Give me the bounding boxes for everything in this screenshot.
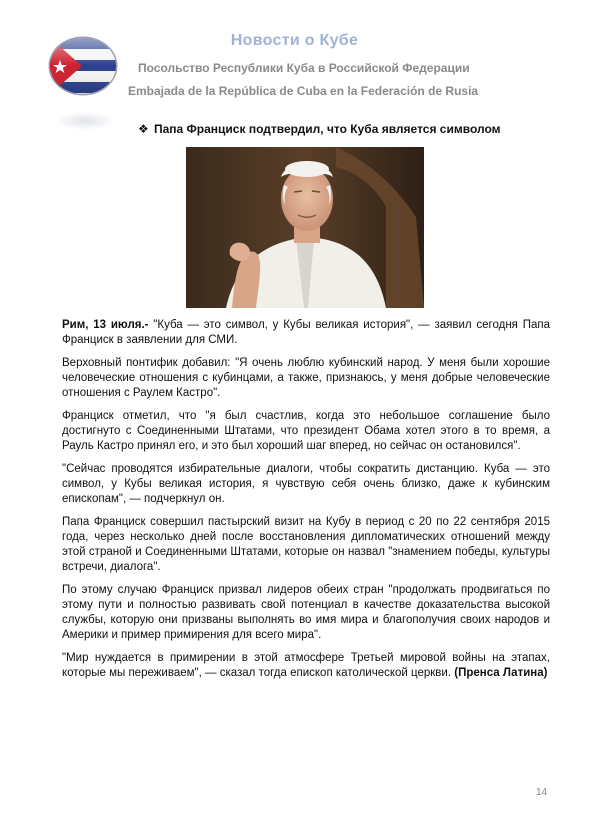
article-paragraph xyxy=(62,651,550,681)
logo-reflection xyxy=(55,112,115,130)
article-body xyxy=(62,318,550,689)
embassy-name-es: Embajada de la República de Cuba en la Federación de Rusia xyxy=(128,84,479,98)
page-number: 14 xyxy=(536,787,548,798)
headline-text: Папа Франциск подтвердил, что Куба является символом xyxy=(154,122,501,136)
article-paragraph: По этому случаю Франциск призвал лидеров обеих стран "продолжать продвигаться по этому пути и полностью развивать свой потенциал в качестве доказательства высокой службы, которую они призваны выполнять во имя мира и благополучия своих народов и Америки и пример примирения для всего мира". xyxy=(62,584,550,641)
news-source: (Пренса Латина) xyxy=(454,667,548,679)
article-headline xyxy=(138,122,501,136)
article-paragraph: Верховный понтифик добавил: "Я очень люблю кубинский народ. У меня были хорошие человеческие отношения с кубинцами, а также, признаюсь, у меня добрые человеческие отношения с Раулем Кастро". xyxy=(62,357,550,399)
pope-francis-photo xyxy=(186,147,424,308)
diamond-bullet-icon: ❖ xyxy=(138,122,149,136)
article-paragraph: "Сейчас проводятся избирательные диалоги, чтобы сократить дистанцию. Куба — это символ, у Кубы великая история, я чувствую себя очень близко, даже к кубинским епископам", — подчеркнул он. xyxy=(62,463,550,505)
article-paragraph xyxy=(62,318,550,348)
embassy-name-ru: Посольство Республики Куба в Российской Федерации xyxy=(138,61,470,75)
article-paragraph: Папа Франциск совершил пастырский визит на Кубу в период с 20 по 22 сентября 2015 года, через несколько дней после восстановления дипломатических отношений между этой страной и Соединенными Штатами, которые он назвал "знамением победы, культуры встречи, диалога". xyxy=(62,516,550,573)
paragraph-text: "Куба — это символ, у Кубы великая история", — заявил сегодня Папа Франциск в заявлении для СМИ. xyxy=(62,319,550,346)
dateline: Рим, 13 июля.- xyxy=(62,319,149,331)
article-paragraph: Франциск отметил, что "я был счастлив, когда это небольшое соглашение было достигнуто с Соединенными Штатами, что президент Обама хотел этого в то время, а Рауль Кастро принял его, и это был хороший шаг вперед, но сейчас он остановился". xyxy=(62,410,550,452)
newsletter-title: Новости о Кубе xyxy=(230,32,359,49)
paragraph-text: "Мир нуждается в примирении в этой атмосфере Третьей мировой войны на этапах, которые мы переживаем", — сказал тогда епископ католической церкви. xyxy=(62,652,550,679)
